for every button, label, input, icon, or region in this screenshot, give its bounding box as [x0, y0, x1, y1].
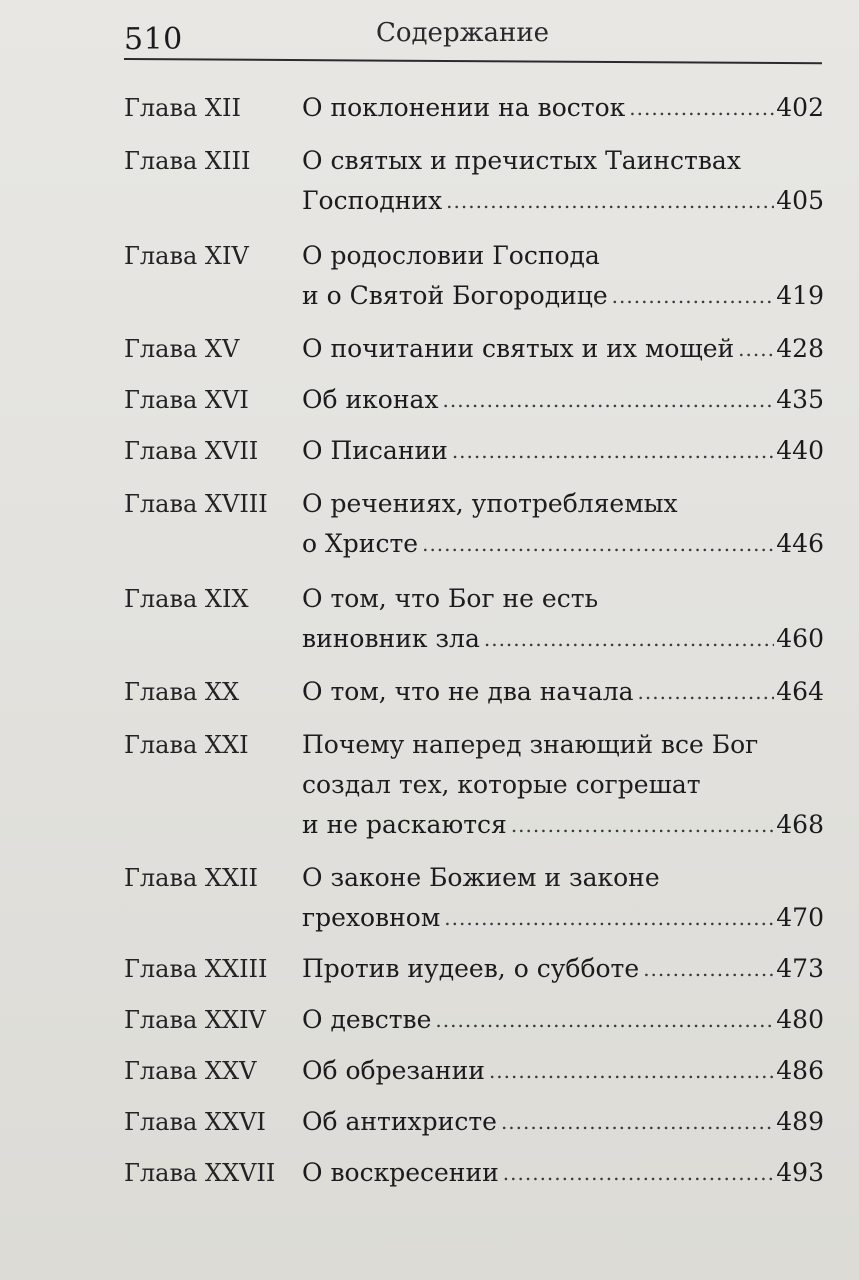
entry-title-line: греховном	[302, 903, 441, 932]
entry-title-line: и о Святой Богородице	[302, 281, 608, 310]
dot-leader	[638, 672, 775, 712]
entry-title-line: О родословии Господа	[302, 241, 600, 270]
chapter-label: Глава XIV	[124, 242, 249, 270]
dot-leader	[643, 949, 774, 989]
entry-title-line: О речениях, употребляемых	[302, 489, 678, 518]
entry-title-line: О Писании	[302, 436, 448, 465]
toc-entry	[124, 431, 824, 472]
entry-last-line	[302, 898, 824, 939]
chapter-label: Глава XV	[124, 335, 240, 363]
table-of-contents	[124, 88, 824, 1194]
entry-title-line: Господних	[302, 186, 443, 215]
toc-entry	[124, 725, 824, 846]
page-header	[124, 14, 824, 64]
entry-title	[302, 579, 824, 660]
entry-last-line	[302, 276, 824, 317]
entry-title-line: и не раскаются	[302, 810, 507, 839]
page-reference: 470	[776, 903, 824, 932]
running-head-title: Содержание	[376, 18, 550, 48]
chapter-label: Глава XVI	[124, 386, 249, 414]
entry-title-line: Об иконах	[302, 385, 439, 414]
entry-title-line: Об обрезании	[302, 1056, 485, 1085]
chapter-label: Глава XIX	[124, 585, 249, 613]
toc-entry	[124, 1000, 824, 1041]
entry-title-line: виновник зла	[302, 624, 480, 653]
chapter-label: Глава XXVI	[124, 1108, 266, 1136]
entry-title-line: О девстве	[302, 1005, 432, 1034]
entry-title-line: Почему наперед знающий все Бог	[302, 730, 759, 759]
entry-last-line	[302, 524, 824, 565]
toc-entry	[124, 858, 824, 939]
entry-title	[302, 141, 824, 222]
entry-last-line	[302, 1102, 824, 1143]
chapter-label: Глава XII	[124, 94, 241, 122]
entry-title-line: О поклонении на восток	[302, 93, 626, 122]
entry-title	[302, 725, 824, 846]
page-reference: 464	[776, 677, 824, 706]
dot-leader	[629, 88, 774, 128]
chapter-label: Глава XX	[124, 678, 240, 706]
page-reference: 446	[776, 529, 824, 558]
entry-title	[302, 484, 824, 565]
chapter-label: Глава XXIV	[124, 1006, 266, 1034]
entry-title-line: О том, что не два начала	[302, 677, 634, 706]
chapter-label: Глава XXI	[124, 731, 249, 759]
entry-title-line: О том, что Бог не есть	[302, 584, 599, 613]
entry-last-line	[302, 431, 824, 472]
chapter-label: Глава XXII	[124, 864, 259, 892]
entry-last-line	[302, 1153, 824, 1194]
dot-leader	[444, 898, 774, 938]
toc-entry	[124, 236, 824, 317]
entry-last-line	[302, 181, 824, 222]
page-reference: 480	[776, 1005, 824, 1034]
entry-title	[302, 329, 824, 370]
entry-last-line	[302, 805, 824, 846]
entry-title-line: О воскресении	[302, 1158, 499, 1187]
entry-title-line: О святых и пречистых Таинствах	[302, 146, 741, 175]
dot-leader	[484, 619, 774, 659]
dot-leader	[738, 329, 774, 369]
toc-entry	[124, 579, 824, 660]
dot-leader	[612, 276, 775, 316]
chapter-label: Глава XXVII	[124, 1159, 276, 1187]
entry-title-line: создал тех, которые согрешат	[302, 770, 701, 799]
page-reference: 493	[776, 1158, 824, 1187]
entry-title	[302, 431, 824, 472]
entry-last-line	[302, 1051, 824, 1092]
toc-entry	[124, 141, 824, 222]
entry-title	[302, 949, 824, 990]
page-reference: 435	[776, 385, 824, 414]
toc-entry	[124, 329, 824, 370]
dot-leader	[489, 1051, 774, 1091]
toc-entry	[124, 949, 824, 990]
entry-last-line	[302, 1000, 824, 1041]
toc-entry	[124, 380, 824, 421]
chapter-label: Глава XXV	[124, 1057, 257, 1085]
entry-title	[302, 380, 824, 421]
dot-leader	[446, 181, 774, 221]
entry-title-line: О почитании святых и их мощей	[302, 334, 735, 363]
entry-last-line	[302, 380, 824, 421]
page-reference: 428	[776, 334, 824, 363]
toc-entry	[124, 1051, 824, 1092]
entry-last-line	[302, 949, 824, 990]
dot-leader	[503, 1153, 775, 1193]
chapter-label: Глава XXIII	[124, 955, 268, 983]
dot-leader	[443, 380, 775, 420]
entry-title	[302, 672, 824, 713]
toc-entry	[124, 88, 824, 129]
entry-title	[302, 1000, 824, 1041]
page-reference: 486	[776, 1056, 824, 1085]
chapter-label: Глава XIII	[124, 147, 251, 175]
entry-title-line: о Христе	[302, 529, 419, 558]
entry-title	[302, 1153, 824, 1194]
entry-title	[302, 1102, 824, 1143]
page-reference: 405	[776, 186, 824, 215]
entry-title-line: Против иудеев, о субботе	[302, 954, 640, 983]
entry-last-line	[302, 329, 824, 370]
chapter-label: Глава XVIII	[124, 490, 268, 518]
page-number: 510	[124, 22, 183, 57]
dot-leader	[501, 1102, 774, 1142]
entry-title	[302, 1051, 824, 1092]
entry-title	[302, 88, 824, 129]
page-reference: 440	[776, 436, 824, 465]
dot-leader	[435, 1000, 774, 1040]
dot-leader	[452, 431, 774, 471]
chapter-label: Глава XVII	[124, 437, 259, 465]
toc-entry	[124, 672, 824, 713]
page-reference: 473	[776, 954, 824, 983]
dot-leader	[511, 805, 774, 845]
entry-last-line	[302, 619, 824, 660]
page-reference: 460	[776, 624, 824, 653]
entry-title	[302, 236, 824, 317]
entry-title-line: Об антихристе	[302, 1107, 497, 1136]
page-reference: 402	[776, 93, 824, 122]
entry-last-line	[302, 672, 824, 713]
entry-title-line: О законе Божием и законе	[302, 863, 660, 892]
page-reference: 419	[776, 281, 824, 310]
toc-entry	[124, 1153, 824, 1194]
page-reference: 468	[776, 810, 824, 839]
toc-entry	[124, 484, 824, 565]
entry-title	[302, 858, 824, 939]
dot-leader	[422, 524, 774, 564]
entry-last-line	[302, 88, 824, 129]
page-reference: 489	[776, 1107, 824, 1136]
toc-entry	[124, 1102, 824, 1143]
